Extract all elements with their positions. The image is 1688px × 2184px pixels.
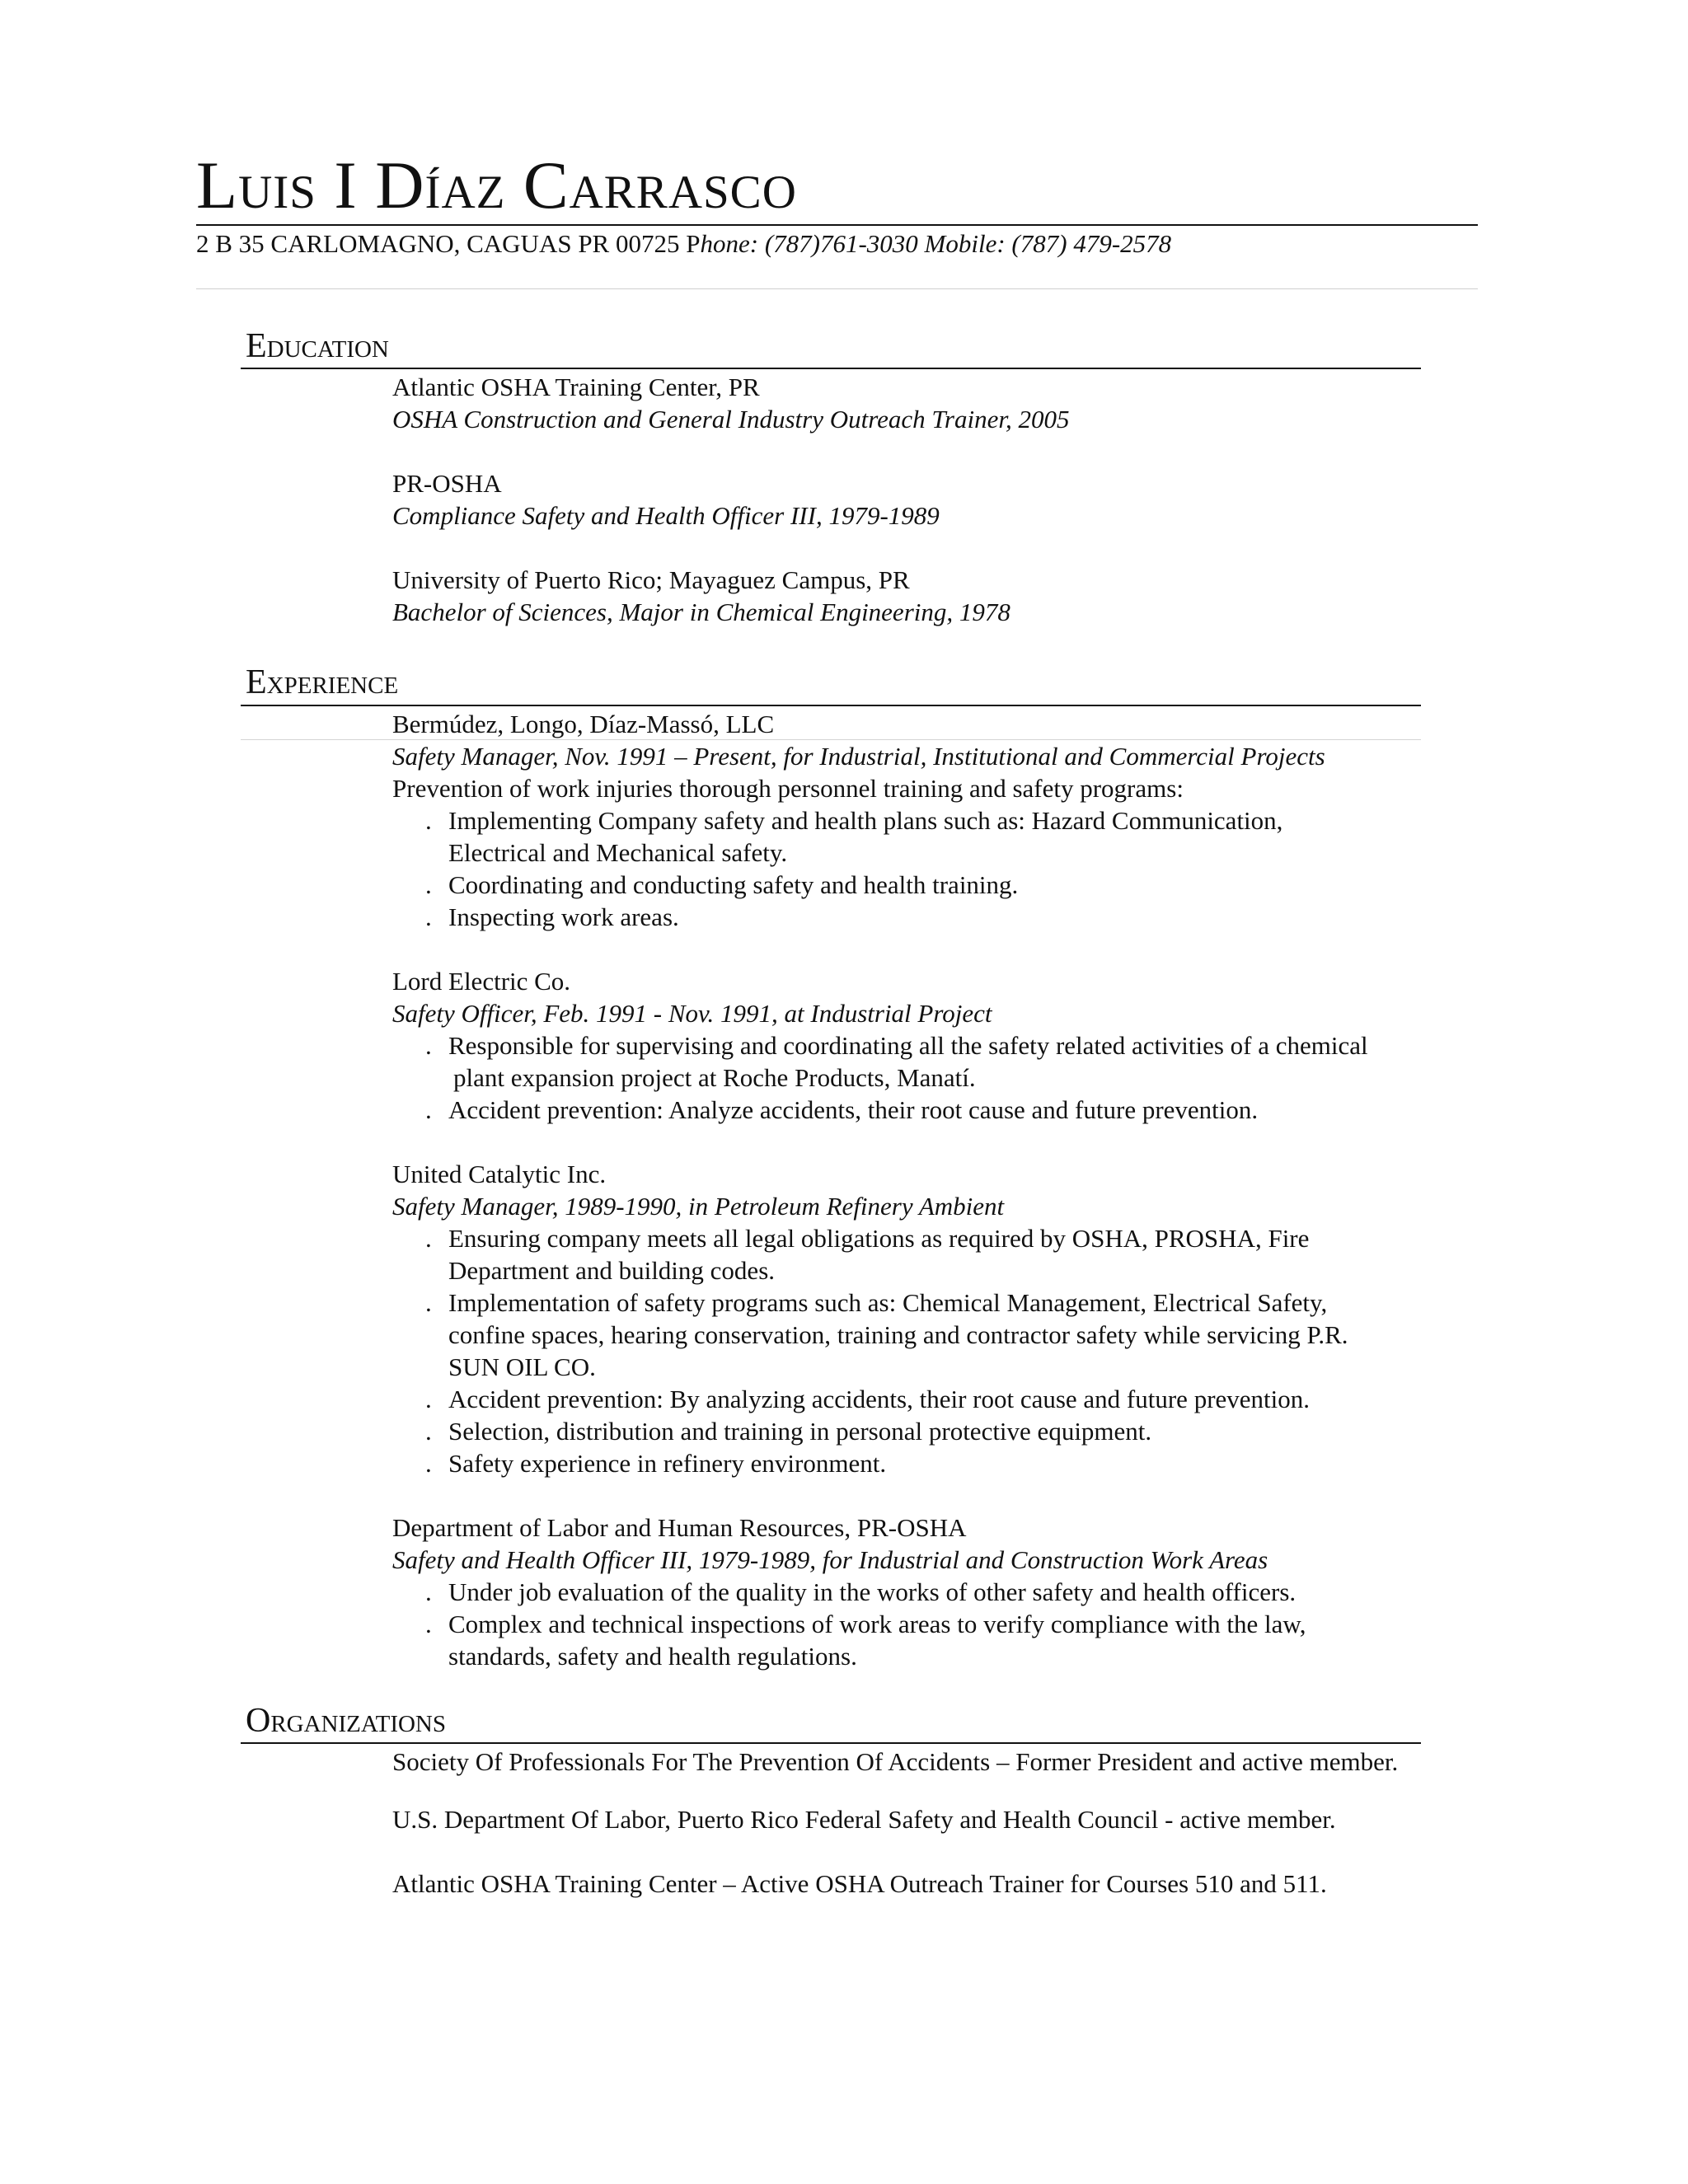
section-divider-experience	[241, 705, 1421, 706]
job-bullet: . Selection, distribution and training in personal protective equipment.	[425, 1417, 1152, 1446]
job-bullet: . Inspecting work areas.	[425, 902, 679, 931]
bullet-marker: .	[425, 870, 432, 899]
bullet-marker: .	[425, 1449, 432, 1478]
name-divider	[196, 224, 1478, 226]
education-detail: OSHA Construction and General Industry Outreach Trainer, 2005	[392, 405, 1070, 434]
job-bullet: . Complex and technical inspections of work areas to verify compliance with the law, standards, safety and health regulations.	[425, 1610, 1306, 1671]
job-intro: Prevention of work injuries thorough personnel training and safety programs:	[392, 774, 1184, 803]
organizations-list	[392, 1746, 1480, 1900]
bullet-marker: .	[425, 1095, 432, 1124]
organization-item: Society Of Professionals For The Prevention Of Accidents – Former President and active member.	[392, 1747, 1399, 1776]
education-org: PR-OSHA	[392, 469, 502, 498]
job-bullet: . Coordinating and conducting safety and health training.	[425, 870, 1019, 899]
job-company: United Catalytic Inc.	[392, 1160, 607, 1188]
job-role: Safety Officer, Feb. 1991 - Nov. 1991, at Industrial Project	[392, 999, 992, 1028]
bullet-marker: .	[425, 1577, 432, 1606]
name-block	[196, 148, 1478, 223]
organization-item: U.S. Department Of Labor, Puerto Rico Federal Safety and Health Council - active member.	[392, 1805, 1336, 1834]
bullet-marker: .	[425, 1417, 432, 1446]
job-bullet: . Accident prevention: By analyzing accidents, their root cause and future prevention.	[425, 1385, 1311, 1413]
experience-list	[392, 708, 1480, 1672]
person-name: Luis I Díaz Carrasco	[196, 148, 797, 223]
bullet-marker: .	[425, 1224, 432, 1253]
job-bullet: . Safety experience in refinery environment.	[425, 1449, 887, 1478]
organization-item: Atlantic OSHA Training Center – Active OSHA Outreach Trainer for Courses 510 and 511.	[392, 1869, 1327, 1898]
contact-line	[196, 228, 1171, 260]
section-title-experience: Experience	[246, 663, 399, 701]
job-role: Safety Manager, 1989-1990, in Petroleum Refinery Ambient	[392, 1192, 1005, 1221]
bullet-marker: .	[425, 806, 432, 835]
education-org: University of Puerto Rico; Mayaguez Campus, PR	[392, 565, 910, 594]
education-detail: Bachelor of Sciences, Major in Chemical Engineering, 1978	[392, 598, 1010, 626]
section-title-education: Education	[246, 327, 389, 365]
phone-info: hone: (787)761-3030 Mobile: (787) 479-2578	[700, 229, 1172, 258]
job-bullet: . Under job evaluation of the quality in the works of other safety and health officers.	[425, 1577, 1296, 1606]
job-bullet: . Implementation of safety programs such as: Chemical Management, Electrical Safety, confine spaces, hearing conservation, training and contractor safety while servicing P.R. SUN OIL CO.	[425, 1288, 1348, 1381]
section-divider-education	[241, 368, 1421, 369]
job-role: Safety and Health Officer III, 1979-1989, for Industrial and Construction Work Areas	[392, 1545, 1268, 1574]
job-company: Department of Labor and Human Resources, PR-OSHA	[392, 1513, 967, 1542]
education-detail: Compliance Safety and Health Officer III, 1979-1989	[392, 501, 940, 530]
section-title-organizations: Organizations	[246, 1702, 446, 1740]
education-org: Atlantic OSHA Training Center, PR	[392, 373, 760, 401]
bullet-marker: .	[425, 902, 432, 931]
education-list	[392, 371, 1480, 628]
bullet-marker: .	[425, 1288, 432, 1317]
job-role: Safety Manager, Nov. 1991 – Present, for Industrial, Institutional and Commercial Projects	[392, 742, 1325, 771]
header-divider	[196, 288, 1478, 289]
job-company: Bermúdez, Longo, Díaz-Massó, LLC	[392, 710, 775, 738]
bullet-marker: .	[425, 1385, 432, 1413]
bullet-marker: .	[425, 1031, 432, 1060]
address: 2 B 35 CARLOMAGNO, CAGUAS PR 00725 P	[196, 229, 701, 258]
job-bullet: . Implementing Company safety and health plans such as: Hazard Communication, Electrical and Mechanical safety.	[425, 806, 1283, 867]
bullet-marker: .	[425, 1610, 432, 1638]
job-bullet: . Ensuring company meets all legal obligations as required by OSHA, PROSHA, Fire Department and building codes.	[425, 1224, 1310, 1285]
job-company: Lord Electric Co.	[392, 967, 571, 996]
job-bullet: . Responsible for supervising and coordinating all the safety related activities of a chemical plant expansion project at Roche Products, Manatí.	[425, 1031, 1368, 1092]
job-bullet: . Accident prevention: Analyze accidents, their root cause and future prevention.	[425, 1095, 1259, 1124]
section-divider-organizations	[241, 1742, 1421, 1744]
